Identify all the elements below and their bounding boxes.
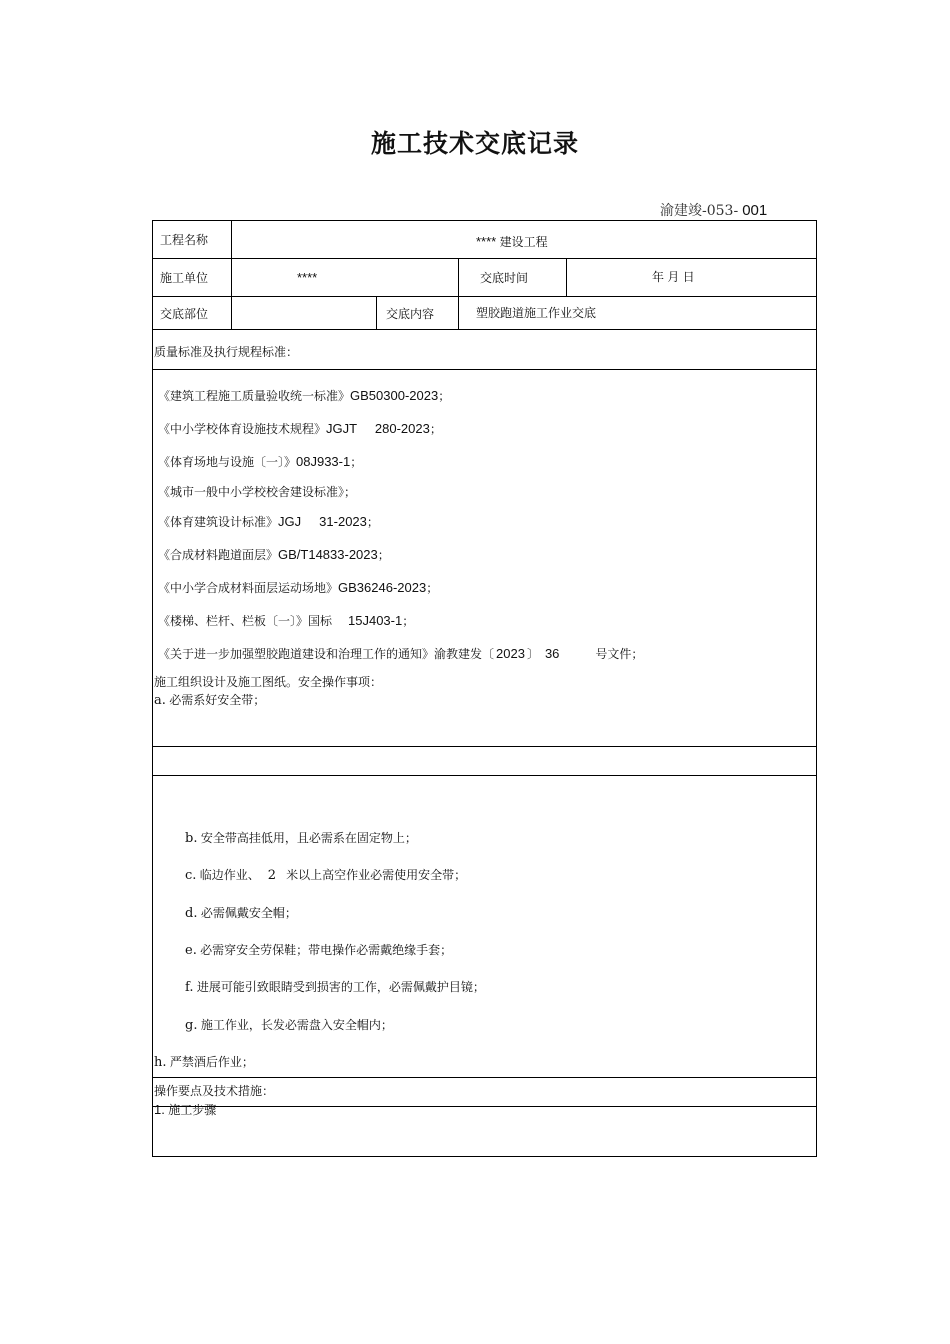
safety-item-letter: b. bbox=[185, 831, 198, 846]
table-line bbox=[152, 1077, 817, 1078]
notice-number: 36 bbox=[544, 646, 560, 661]
briefing-part-label: 交底部位 bbox=[160, 307, 209, 321]
briefing-content-value: 塑胶跑道施工作业交底 bbox=[476, 306, 597, 320]
safety-item bbox=[185, 944, 452, 957]
safety-item-letter: c. bbox=[185, 868, 197, 883]
standard-item bbox=[158, 581, 438, 594]
table-line bbox=[152, 329, 817, 330]
briefing-time-value: 年 月 日 bbox=[652, 270, 695, 284]
table-line bbox=[152, 1156, 817, 1157]
operation-heading: 操作要点及技术措施： bbox=[154, 1084, 275, 1098]
standard-item bbox=[158, 614, 414, 627]
standard-item bbox=[158, 422, 442, 435]
document-number-prefix: 渝建竣-053- bbox=[660, 203, 739, 219]
standard-end: ； bbox=[377, 548, 390, 562]
safety-item bbox=[185, 981, 485, 994]
safety-item-letter: d. bbox=[185, 906, 198, 921]
standard-name: 《中小学合成材料面层运动场地》 bbox=[158, 581, 339, 595]
project-name-label: 工程名称 bbox=[160, 233, 209, 247]
standard-code: JGJ 31-2023 bbox=[278, 514, 367, 529]
standard-code: GB50300-2023 bbox=[350, 388, 439, 403]
safety-item-text: 临边作业、 bbox=[199, 868, 260, 882]
table-line bbox=[152, 220, 817, 221]
safety-item-letter: h. bbox=[154, 1055, 167, 1070]
safety-item-letter: g. bbox=[185, 1018, 198, 1033]
safety-item bbox=[185, 907, 297, 920]
standard-code: 15J403-1 bbox=[348, 613, 403, 628]
standard-name: 《合成材料跑道面层》 bbox=[158, 548, 279, 562]
operation-step bbox=[154, 1103, 216, 1116]
briefing-content-label: 交底内容 bbox=[386, 307, 435, 321]
safety-item-letter: e. bbox=[185, 943, 197, 958]
standard-item bbox=[158, 485, 356, 498]
operation-step-text: 施工步骤 bbox=[168, 1103, 217, 1117]
standard-end: ； bbox=[402, 614, 415, 628]
notice-name: 《关于进一步加强塑胶跑道建设和治理工作的通知》渝教建发〔 bbox=[158, 647, 495, 661]
safety-item bbox=[154, 1056, 254, 1069]
quality-standards-heading: 质量标准及执行规程标准： bbox=[154, 345, 299, 359]
standard-end: ； bbox=[426, 581, 439, 595]
safety-item-text: 必需佩戴安全帽； bbox=[200, 906, 297, 920]
standard-code: GB36246-2023 bbox=[338, 580, 427, 595]
table-line bbox=[152, 369, 817, 370]
safety-item-number: 2 bbox=[267, 868, 277, 883]
safety-item-letter: f. bbox=[185, 980, 194, 995]
standard-code: 08J933-1 bbox=[296, 454, 351, 469]
safety-item bbox=[185, 869, 466, 882]
standard-end: ； bbox=[366, 515, 379, 529]
standard-name: 《城市一般中小学校校舍建设标准》 bbox=[158, 485, 345, 499]
table-line bbox=[231, 220, 232, 329]
safety-item-text: 严禁酒后作业； bbox=[169, 1055, 254, 1069]
safety-item-text-continued: 米以上高空作业必需使用安全带； bbox=[286, 868, 467, 882]
standard-item bbox=[158, 548, 390, 561]
table-line bbox=[376, 296, 377, 329]
table-line bbox=[152, 258, 817, 259]
standard-item bbox=[158, 389, 450, 402]
standard-notice bbox=[158, 647, 643, 660]
standard-item bbox=[158, 515, 379, 528]
briefing-time-label: 交底时间 bbox=[480, 271, 529, 285]
safety-item-text: 必需穿安全劳保鞋；带电操作必需戴绝缘手套； bbox=[200, 943, 453, 957]
notice-year: 2023 bbox=[496, 646, 525, 661]
construction-unit-label: 施工单位 bbox=[160, 271, 209, 285]
standard-name: 《体育场地与设施〔一〕》 bbox=[158, 455, 297, 469]
standard-end: ； bbox=[438, 389, 451, 403]
standard-end: ； bbox=[429, 422, 442, 436]
safety-item-text: 进展可能引致眼睛受到损害的工作，必需佩戴护目镜； bbox=[196, 980, 485, 994]
table-line bbox=[458, 258, 459, 329]
page-title: 施工技术交底记录 bbox=[370, 129, 579, 158]
project-name-suffix: 建设工程 bbox=[499, 235, 548, 249]
safety-item bbox=[154, 694, 265, 707]
table-line bbox=[152, 1106, 817, 1107]
construction-unit-value: **** bbox=[297, 270, 318, 285]
standard-code: GB/T14833-2023 bbox=[278, 547, 378, 562]
notice-bracket: 〕 bbox=[526, 647, 539, 661]
notice-end: 号文件； bbox=[595, 647, 644, 661]
project-name-value bbox=[476, 235, 548, 248]
safety-item bbox=[185, 832, 417, 845]
safety-item-text: 施工作业，长发必需盘入安全帽内； bbox=[200, 1018, 393, 1032]
document-number-value: 001 bbox=[742, 202, 768, 219]
operation-step-number: 1. bbox=[154, 1102, 165, 1117]
standard-name: 《楼梯、栏杆、栏板〔一〕》国标 bbox=[158, 614, 333, 628]
standard-item bbox=[158, 455, 362, 468]
table-line bbox=[152, 775, 817, 776]
project-name-stars: **** bbox=[476, 234, 497, 249]
document-number bbox=[660, 200, 767, 220]
standard-name: 《体育建筑设计标准》 bbox=[158, 515, 279, 529]
safety-heading: 施工组织设计及施工图纸。安全操作事项： bbox=[154, 675, 383, 689]
standard-end: ； bbox=[350, 455, 363, 469]
table-line bbox=[152, 220, 153, 1157]
standard-end: ； bbox=[344, 485, 357, 499]
table-line bbox=[566, 258, 567, 296]
standard-name: 《中小学校体育设施技术规程》 bbox=[158, 422, 327, 436]
standard-code: JGJT 280-2023 bbox=[326, 421, 430, 436]
table-line bbox=[816, 220, 817, 1157]
standard-name: 《建筑工程施工质量验收统一标准》 bbox=[158, 389, 351, 403]
safety-item-text: 安全带高挂低用，且必需系在固定物上； bbox=[200, 831, 417, 845]
safety-item-letter: a. bbox=[154, 693, 166, 708]
table-line bbox=[152, 296, 817, 297]
safety-item-text: 必需系好安全带； bbox=[169, 693, 266, 707]
safety-item bbox=[185, 1019, 393, 1032]
table-line bbox=[152, 746, 817, 747]
